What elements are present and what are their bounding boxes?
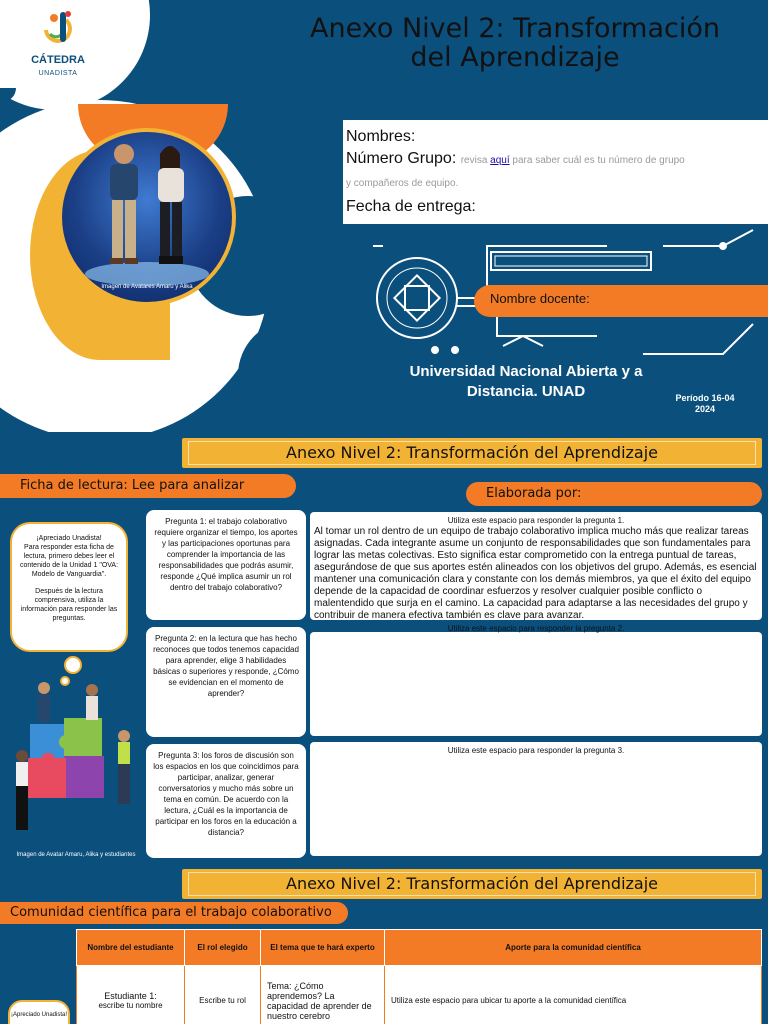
bubble-text-1: Para responder esta ficha de lectura, primero debes leer el contenido de la Unidad 1 "OVA: Modelo de Vanguardia".: [19, 544, 119, 578]
response-3-title: Utiliza este espacio para responder la pregunta 3.: [447, 746, 625, 755]
docente-field: Nombre docente:: [474, 285, 768, 317]
table-row: [77, 966, 762, 1024]
grupo-hint-text-2: para saber cuál es tu número de grupo: [509, 155, 685, 166]
instruction-bubble: [10, 522, 128, 652]
page-title-line-2: del Aprendizaje: [410, 42, 620, 73]
bubble-peek: [8, 1000, 70, 1024]
section2-header: Anexo Nivel 2: Transformación del Aprendizaje: [182, 438, 762, 468]
question-1-card: [146, 510, 306, 620]
col-header-topic: El tema que te hará experto: [261, 930, 385, 966]
period-line-2: 2024: [694, 404, 716, 414]
cell-student-label: Estudiante 1:: [104, 991, 157, 1001]
col-header-contribution: Aporte para la comunidad científica: [385, 930, 762, 966]
question-1-bold: ¿Qué implica asumir un rol dentro del trabajo colaborativo?: [169, 572, 292, 592]
question-2-card: [146, 627, 306, 737]
response-1-title: Utiliza este espacio para responder la pregunta 1.: [447, 516, 625, 525]
page-title-line-1: Anexo Nivel 2: Transformación: [309, 13, 721, 44]
question-2-text: Pregunta 2: en la lectura que has hecho reconoces que todos tenemos capacidad para aprender, elige 3 habilidades básicas o superiores y responde,: [153, 634, 299, 676]
question-1: [146, 510, 306, 599]
fecha-label: Fecha de entrega:: [346, 198, 476, 215]
catedra-logo: [26, 2, 90, 82]
ficha-pill: Ficha de lectura: Lee para analizar: [0, 474, 296, 498]
students-puzzle-illustration: [8, 678, 142, 850]
university-name: Universidad Nacional Abierta y a Distancia. UNAD: [409, 363, 643, 400]
question-3: [146, 744, 306, 844]
students-image-caption: Imagen de Avatar Amaru, Alika y estudiantes: [16, 852, 136, 858]
avatars-image: [58, 128, 236, 306]
catedra-logo-icon: [40, 8, 76, 52]
section3-header: Anexo Nivel 2: Transformación del Aprendizaje: [182, 869, 762, 899]
bubble-peek-text: ¡Apreciado Unadista!: [10, 1012, 68, 1018]
table-header-row: [77, 930, 762, 966]
response-1-text: Al tomar un rol dentro de un equipo de trabajo colaborativo implica mucho más que realizar tareas asignadas. Cada integrante asume un conjunto de responsabilidades que son fundamentales para lograr las metas colectivas. Esto significa estar comprometido con la entrega puntual de tareas, asegurándose de que sus aportes estén alineados con los objetivos del grupo. Además, es esencial mantener una comunicación clara y constante con los demás miembros, ya que el éxito del equipo depende de la capacidad de coordinar esfuerzos y resolver cualquier posible conflicto o malentendido que surja en el camino. La capacidad para adaptarse a las necesidades del grupo y contribuir de manera efectiva también es clave para avanzar.: [314, 526, 757, 621]
period: [668, 393, 742, 415]
col-header-student: Nombre del estudiante: [77, 930, 185, 966]
cell-contribution[interactable]: Utiliza este espacio para ubicar tu aporte a la comunidad científica: [385, 966, 762, 1024]
question-2-bold: ¿Cómo se evidencian en el momento de aprender?: [168, 667, 299, 698]
cell-student[interactable]: [77, 966, 185, 1024]
question-2: [146, 627, 306, 705]
grupo-hint-line-2: y compañeros de equipo.: [346, 178, 459, 189]
nombres-label: Nombres:: [346, 128, 416, 145]
grupo-label: Número Grupo:: [346, 150, 457, 167]
response-2-area[interactable]: [310, 624, 762, 736]
bubble-dot-large: [64, 656, 82, 674]
cell-student-hint: escribe tu nombre: [98, 1001, 163, 1010]
question-3-bold: ¿Cuál es la importancia de participar en los foros en la educación a distancia?: [155, 806, 297, 837]
avatars-illustration: [62, 132, 232, 302]
elaborada-pill: Elaborada por:: [466, 482, 762, 506]
question-3-card: [146, 744, 306, 858]
bubble-greeting: ¡Apreciado Unadista!: [36, 535, 102, 542]
grupo-link[interactable]: aquí: [490, 155, 510, 166]
period-line-1: Período 16-04: [675, 393, 735, 403]
student-info-box: [343, 120, 768, 224]
logo-name: CÁTEDRA: [31, 54, 85, 66]
grupo-hint: [461, 155, 685, 166]
question-1-text: Pregunta 1: el trabajo colaborativo requiere organizar el tiempo, los aportes y las participaciones oportunas para comprender la importancia de las responsabilidades que podrás asumir, responde: [154, 517, 298, 581]
response-2-title: Utiliza este espacio para responder la pregunta 2.: [447, 624, 625, 633]
logo-subtitle: UNADISTA: [38, 70, 78, 77]
page-title: [262, 14, 768, 72]
response-3-text: [310, 755, 762, 756]
avatars-caption: Imagen de Avatares Amaru y Alika: [101, 284, 193, 290]
col-header-role: El rol elegido: [185, 930, 261, 966]
grupo-hint-text: revisa: [460, 155, 491, 166]
community-table: [76, 929, 762, 1024]
bubble-text-2: Después de la lectura comprensiva, utiliza la información para responder las preguntas.: [20, 588, 118, 622]
comunidad-pill: Comunidad científica para el trabajo colaborativo: [0, 902, 348, 924]
response-3-area[interactable]: [310, 742, 762, 856]
cell-role[interactable]: Escribe tu rol: [185, 966, 261, 1024]
cell-topic: Tema: ¿Cómo aprendemos? La capacidad de aprender de nuestro cerebro: [261, 966, 385, 1024]
response-1-area[interactable]: [310, 512, 762, 620]
decor-navy-circle-2: [238, 320, 348, 430]
cover-section: [0, 0, 768, 432]
question-3-text: Pregunta 3: los foros de discusión son los espacios en los que coincidimos para participar, analizar, generar conversatorios y mucho más sobre un tema en común. De acuerdo con la lectura,: [153, 751, 299, 815]
grupo-line: [346, 148, 768, 172]
